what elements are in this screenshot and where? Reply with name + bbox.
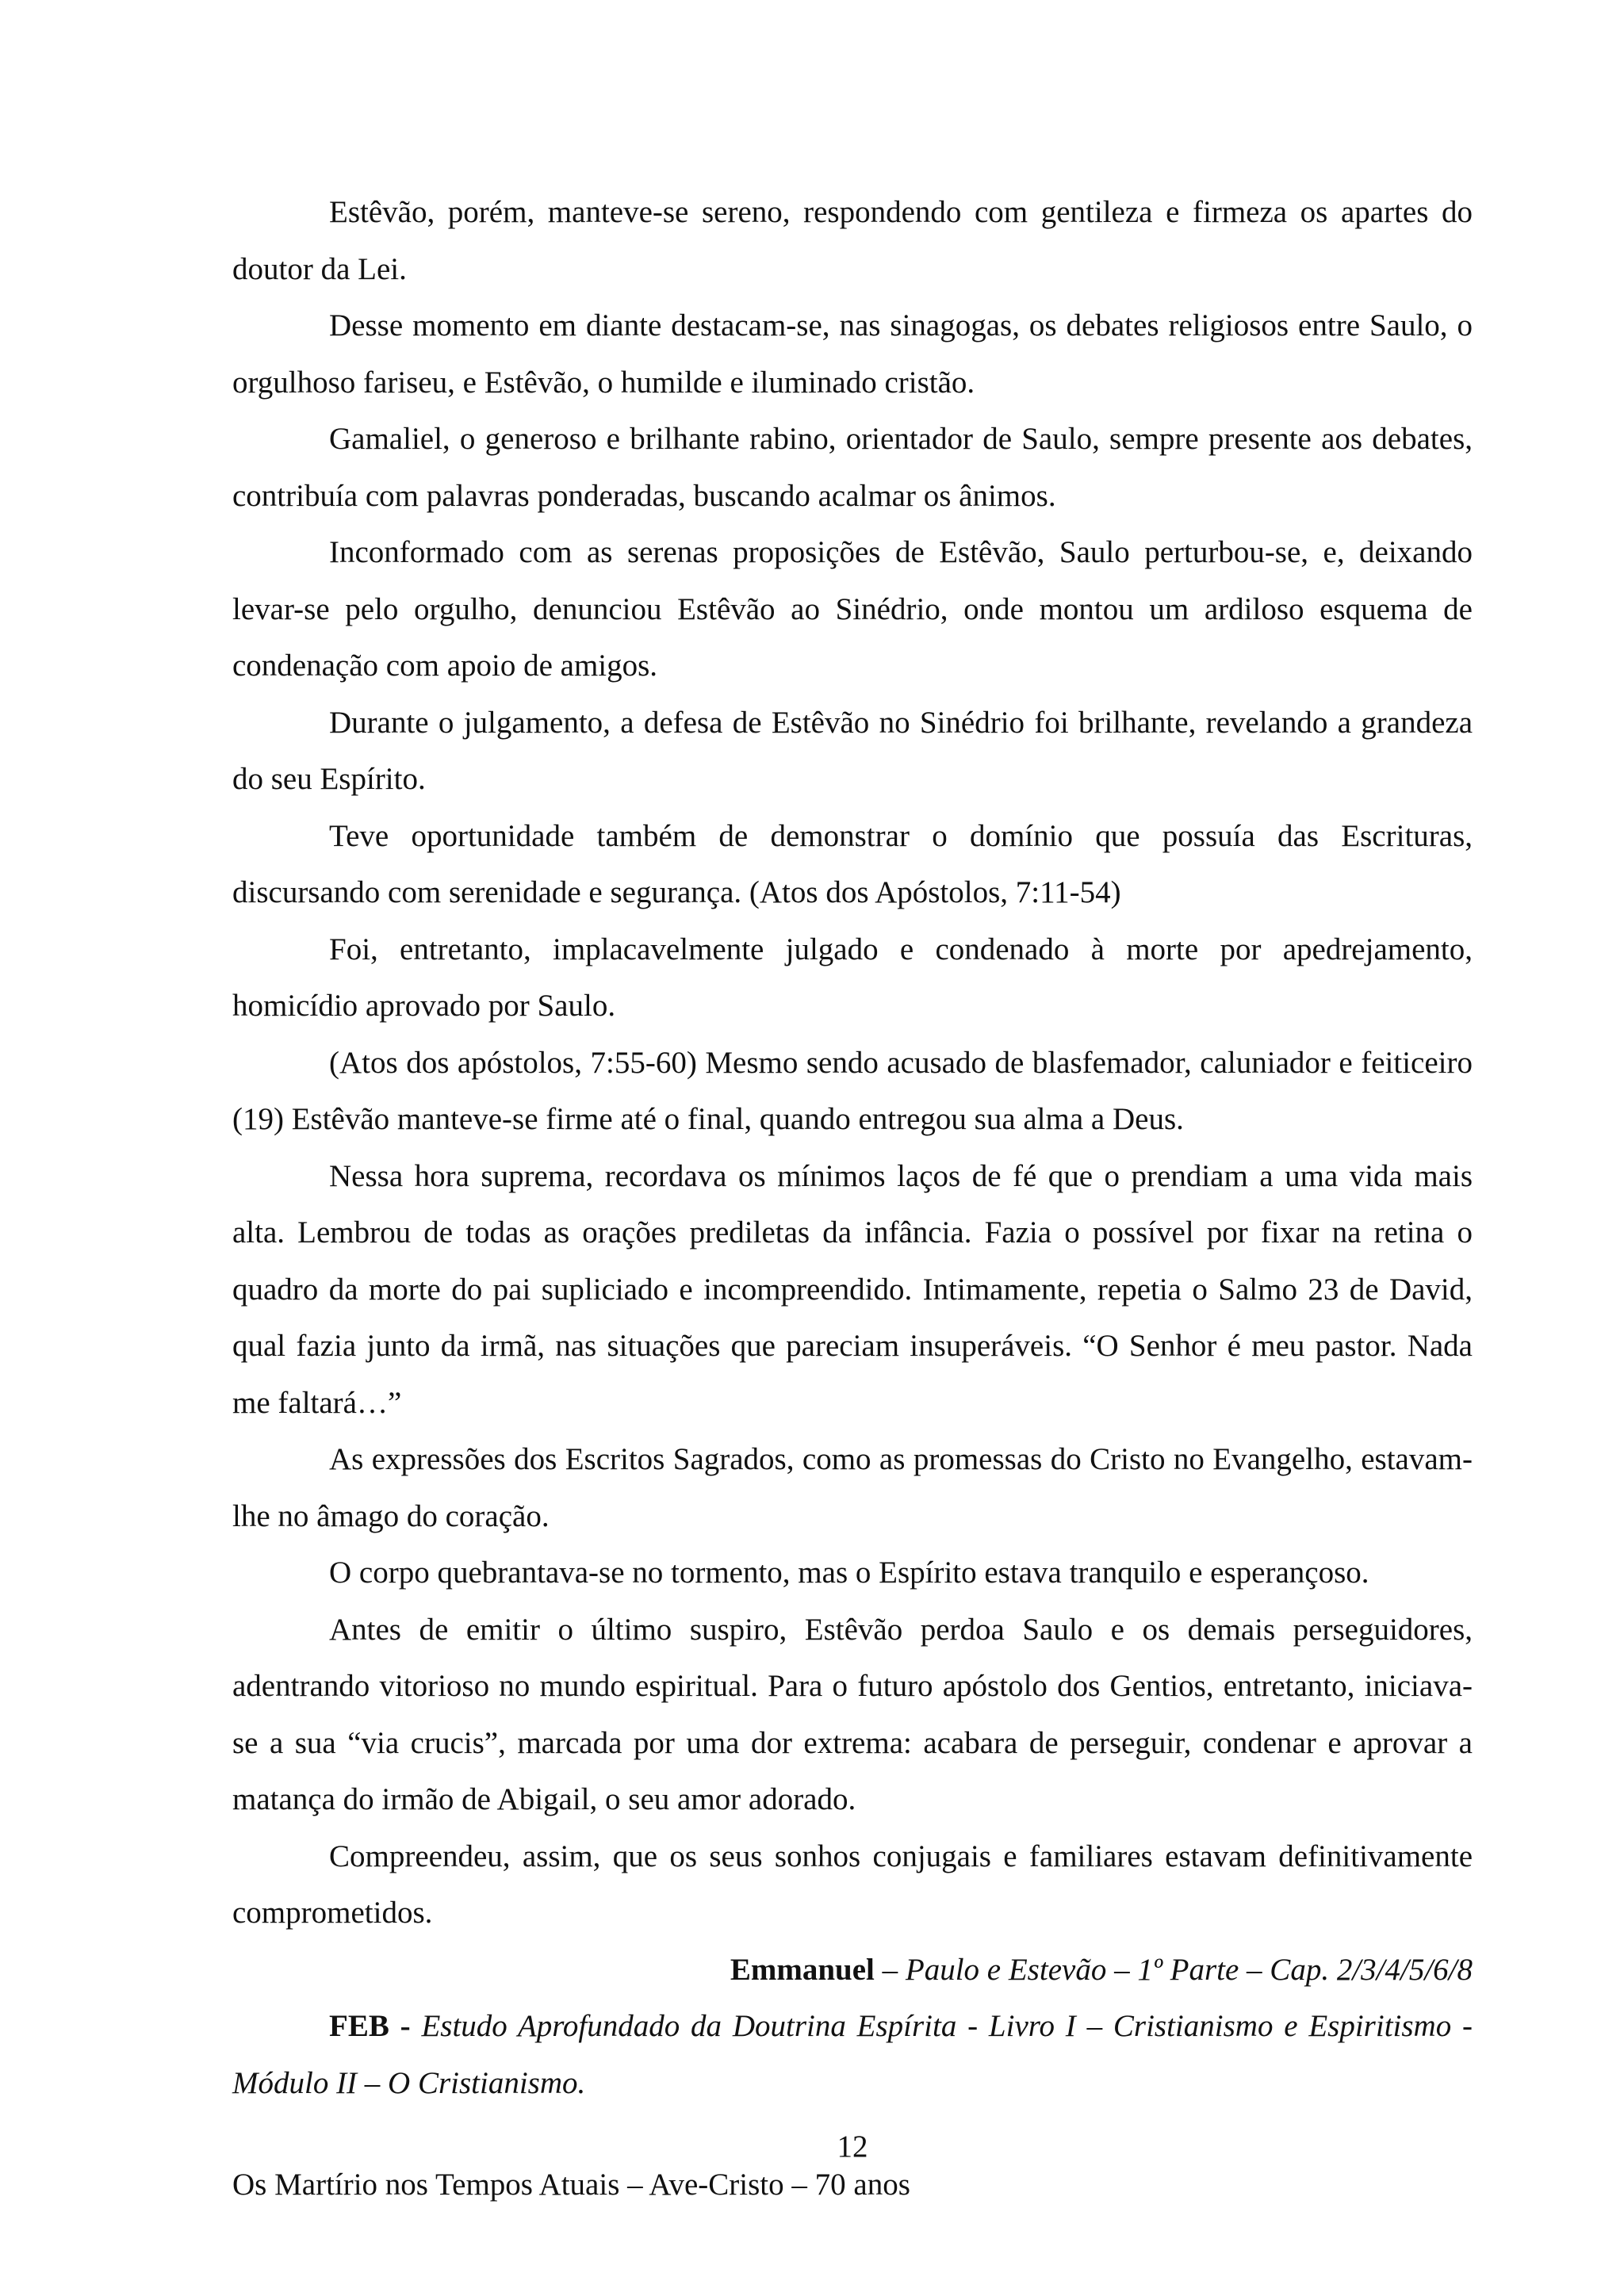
paragraph: As expressões dos Escritos Sagrados, como as promessas do Cristo no Evangelho, estavam-lhe no âmago do coração. — [232, 1442, 1473, 1533]
reference-feb — [232, 1998, 1473, 2111]
paragraph: Antes de emitir o último suspiro, Estêvão perdoa Saulo e os demais perseguidores, adentrando vitorioso no mundo espiritual. Para o futuro apóstolo dos Gentios, entretanto, iniciava-se a sua “via crucis”, marcada por uma dor extrema: acabara de perseguir, condenar e aprovar a matança do irmão de Abigail, o seu amor adorado. — [232, 1612, 1473, 1816]
paragraph: Compreendeu, assim, que os seus sonhos conjugais e familiares estavam definitivamente comprometidos. — [232, 1839, 1473, 1930]
paragraph: Desse momento em diante destacam-se, nas sinagogas, os debates religiosos entre Saulo, o orgulhoso fariseu, e Estêvão, o humilde e iluminado cristão. — [232, 308, 1473, 400]
paragraph: Estêvão, porém, manteve-se sereno, respondendo com gentileza e firmeza os apartes do doutor da Lei. — [232, 195, 1473, 286]
reference-author: FEB - — [329, 2009, 411, 2043]
paragraph: Foi, entretanto, implacavelmente julgado e condenado à morte por apedrejamento, homicídio aprovado por Saulo. — [232, 932, 1473, 1023]
paragraph: (Atos dos apóstolos, 7:55-60) Mesmo sendo acusado de blasfemador, caluniador e feiticeiro (19) Estêvão manteve-se firme até o final, quando entregou sua alma a Deus. — [232, 1045, 1473, 1136]
paragraph: Gamaliel, o generoso e brilhante rabino, orientador de Saulo, sempre presente aos debates, contribuía com palavras ponderadas, buscando acalmar os ânimos. — [232, 422, 1473, 513]
reference-work: – Paulo e Estevão – 1º Parte – Cap. 2/3/4/5/6/8 — [874, 1952, 1473, 1987]
page-footer: Os Martírio nos Tempos Atuais – Ave-Cristo – 70 anos — [232, 2168, 910, 2202]
paragraph: Durante o julgamento, a defesa de Estêvão no Sinédrio foi brilhante, revelando a grandeza do seu Espírito. — [232, 705, 1473, 796]
paragraph: Nessa hora suprema, recordava os mínimos laços de fé que o prendiam a uma vida mais alta. Lembrou de todas as orações prediletas da infância. Fazia o possível por fixar na retina o quadro da morte do pai supliciado e incompreendido. Intimamente, repetia o Salmo 23 de David, qual fazia junto da irmã, nas situações que pareciam insuperáveis. “O Senhor é meu pastor. Nada me faltará…” — [232, 1158, 1473, 1420]
paragraph: Inconformado com as serenas proposições de Estêvão, Saulo perturbou-se, e, deixando levar-se pelo orgulho, denunciou Estêvão ao Sinédrio, onde montou um ardiloso esquema de condenação com apoio de amigos. — [232, 535, 1473, 683]
reference-work: Estudo Aprofundado da Doutrina Espírita - Livro I – Cristianismo e Espiritismo - Módulo II – O Cristianismo. — [232, 2009, 1473, 2100]
body-text — [232, 184, 1473, 2111]
reference-emmanuel — [232, 1942, 1473, 1999]
paragraph: Teve oportunidade também de demonstrar o domínio que possuía das Escrituras, discursando com serenidade e segurança. (Atos dos Apóstolos, 7:11-54) — [232, 818, 1473, 909]
paragraph: O corpo quebrantava-se no tormento, mas o Espírito estava tranquilo e esperançoso. — [329, 1556, 1369, 1590]
page-number: 12 — [837, 2130, 868, 2164]
reference-author: Emmanuel — [730, 1952, 875, 1987]
